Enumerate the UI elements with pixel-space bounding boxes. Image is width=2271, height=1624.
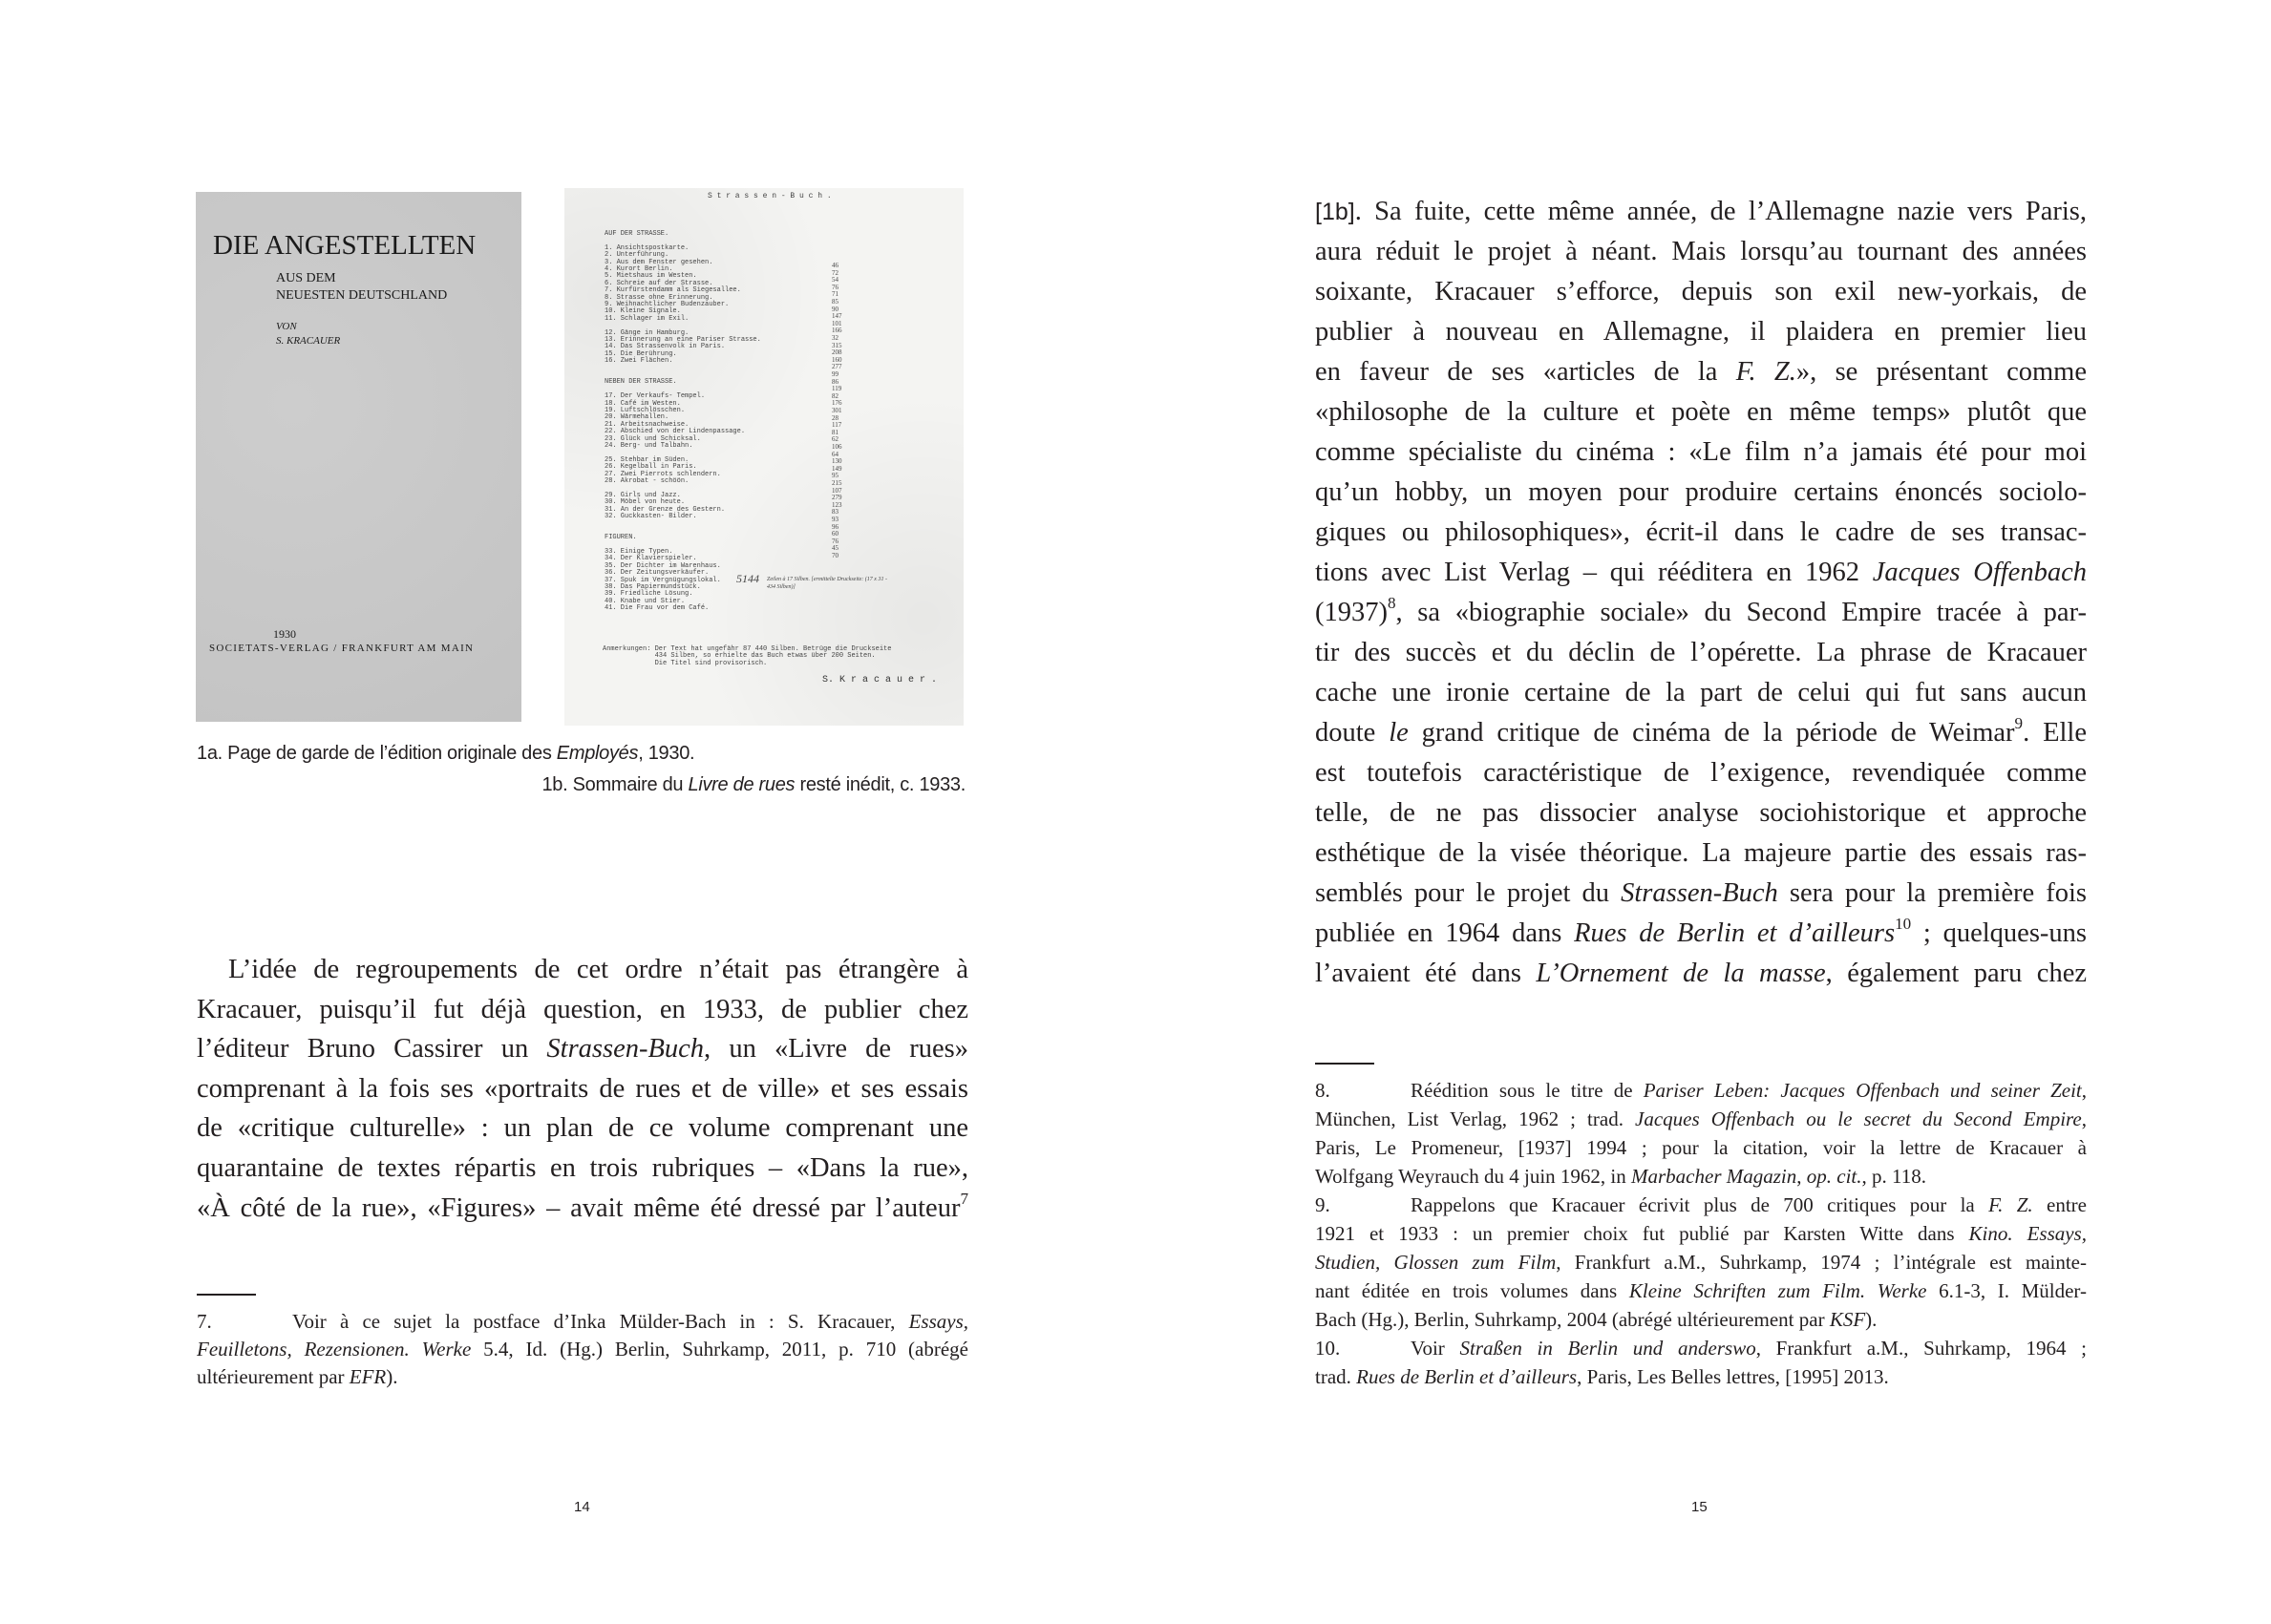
typescript-syllable-count: 95 bbox=[832, 472, 838, 480]
text-run: publier à nouveau en Allemagne, il plaidera en premier lieu bbox=[1315, 317, 2087, 347]
italic-text: Feuilletons, Rezensionen. Werke bbox=[197, 1338, 472, 1360]
typescript-syllable-count: 90 bbox=[832, 305, 838, 313]
text-run: telle, de ne pas dissocier analyse sociohistorique et approche bbox=[1315, 798, 2087, 828]
text-run: esthétique de la visée théorique. La majeure partie des essais ras- bbox=[1315, 838, 2087, 868]
typescript-entry: 20. Wärmehallen. bbox=[605, 413, 669, 422]
footnote-line bbox=[1315, 1276, 2087, 1305]
typescript-syllable-count: 215 bbox=[832, 479, 842, 487]
typescript-entry: 1. Ansichtspostkarte. bbox=[605, 243, 690, 252]
typescript-syllable-count: 83 bbox=[832, 508, 838, 517]
text-run: », se présentant comme bbox=[1795, 357, 2087, 387]
typescript-entry: 30. Möbel von heute. bbox=[605, 498, 686, 507]
typescript-entry: 5. Mietshaus im Westen. bbox=[605, 272, 697, 281]
text-run: nant éditée en trois volumes dans bbox=[1315, 1279, 1629, 1302]
typescript-entry: 25. Stehbar im Süden. bbox=[605, 455, 690, 464]
text-run: resté inédit, c. 1933. bbox=[795, 774, 966, 795]
text-run: , bbox=[2081, 1107, 2087, 1130]
italic-text: Strassen-Buch bbox=[546, 1034, 705, 1065]
footnote-number: 8. bbox=[1315, 1079, 1330, 1102]
text-run: «philosophe de la culture et poète en même temps» plutôt que bbox=[1315, 397, 2087, 427]
typescript-syllable-count: 147 bbox=[832, 312, 842, 321]
text-run: , Frankfurt a.M., Suhrkamp, 1964 ; bbox=[1755, 1337, 2087, 1360]
text-run: , bbox=[2081, 1079, 2087, 1102]
typescript-entry: 38. Das Papiermundstück. bbox=[605, 583, 701, 591]
text-run: München, List Verlag, 1962 ; trad. bbox=[1315, 1107, 1636, 1130]
typescript-entry: 10. Kleine Signale. bbox=[605, 307, 681, 316]
text-line bbox=[1315, 914, 2087, 954]
text-line bbox=[197, 1108, 968, 1149]
figure-caption-1a bbox=[197, 743, 694, 765]
italic-text: Strassen-Buch bbox=[1621, 878, 1778, 908]
typescript-entry: 9. Weihnachtlicher Budenzauber. bbox=[605, 301, 730, 308]
italic-text: Kleine Schriften zum Film. Werke bbox=[1628, 1279, 1927, 1302]
typescript-annotation: 434 Silben, so erhielte das Buch etwas über 200 Seiten. bbox=[603, 652, 876, 661]
text-run: , également paru chez bbox=[1825, 959, 2087, 988]
typescript-syllable-count: 62 bbox=[832, 435, 838, 444]
text-line bbox=[1315, 473, 2087, 513]
footnote-line bbox=[197, 1336, 968, 1363]
typescript-syllable-count: 70 bbox=[832, 552, 838, 559]
footnote-line bbox=[197, 1308, 968, 1336]
typescript-syllable-count: 76 bbox=[832, 283, 838, 291]
typescript-entry: 36. Der Zeitungsverkäufer. bbox=[605, 569, 710, 578]
italic-text: Studien, Glossen zum Film bbox=[1315, 1251, 1557, 1274]
typescript-entry: 26. Kegelball in Paris. bbox=[605, 463, 697, 472]
typescript-syllable-count: 96 bbox=[832, 522, 838, 531]
cover-author: S. KRACAUER bbox=[276, 335, 341, 347]
cover-year: 1930 bbox=[273, 627, 296, 641]
text-line bbox=[1315, 833, 2087, 874]
right-page-body-text bbox=[1315, 192, 2087, 994]
right-page-footnotes bbox=[1315, 1076, 2087, 1391]
typescript-syllable-count: 149 bbox=[832, 464, 842, 473]
text-line bbox=[1315, 272, 2087, 312]
text-run: en faveur de ses «articles de la bbox=[1315, 357, 1736, 387]
text-run: ; quelques-uns bbox=[1911, 918, 2087, 948]
footnote-line bbox=[1315, 1362, 2087, 1391]
text-line bbox=[1315, 392, 2087, 432]
typescript-signature: S. K r a c a u e r . bbox=[822, 675, 938, 685]
typescript-syllable-count: 28 bbox=[832, 413, 838, 422]
text-run: Réédition sous le titre de bbox=[1411, 1079, 1644, 1102]
typescript-syllable-count: 123 bbox=[832, 500, 842, 509]
typescript-entry: 41. Die Frau vor dem Café. bbox=[605, 604, 710, 613]
text-run: Wolfgang Weyrauch du 4 juin 1962, in bbox=[1315, 1165, 1632, 1188]
typescript-section-heading: AUF DER STRASSE. bbox=[605, 230, 669, 238]
text-run: Rappelons que Kracauer écrivit plus de 700 critiques pour la bbox=[1411, 1193, 1989, 1216]
text-run: de «critique culturelle» : un plan de ce volume comprenant une bbox=[197, 1113, 968, 1144]
typescript-syllable-count: 60 bbox=[832, 530, 838, 538]
footnote-line bbox=[1315, 1191, 2087, 1219]
typescript-entry: 31. An der Grenze des Gestern. bbox=[605, 505, 726, 514]
text-run: 1a. Page de garde de l’édition originale des bbox=[197, 743, 557, 764]
left-page-footnotes bbox=[197, 1308, 968, 1391]
text-line bbox=[1315, 633, 2087, 673]
typescript-entry: 32. Guckkasten- Bilder. bbox=[605, 513, 697, 520]
text-run: Paris, Le Promeneur, [1937] 1994 ; pour la citation, voir la lettre de Kracauer à bbox=[1315, 1136, 2087, 1159]
figure-1a-cover-image bbox=[196, 192, 521, 722]
italic-text: Livre de rues bbox=[688, 774, 796, 795]
text-run: comme spécialiste du cinéma : «Le film n’a jamais été pour moi bbox=[1315, 437, 2087, 467]
text-run: , p. 118. bbox=[1861, 1165, 1926, 1188]
text-line bbox=[1315, 232, 2087, 272]
typescript-syllable-count: 208 bbox=[832, 348, 842, 357]
text-run: «À côté de la rue», «Figures» – avait même été dressé par l’auteur bbox=[197, 1192, 961, 1223]
typescript-syllable-count: 81 bbox=[832, 428, 838, 436]
footnote-number: 7. bbox=[197, 1310, 212, 1333]
footnote-number: 10. bbox=[1315, 1337, 1341, 1360]
text-line bbox=[1315, 352, 2087, 392]
text-run: qu’un hobby, un moyen pour produire certains énoncés sociolo- bbox=[1315, 477, 2087, 507]
typescript-syllable-count: 82 bbox=[832, 391, 838, 400]
text-line bbox=[1315, 793, 2087, 833]
text-line bbox=[197, 1189, 968, 1229]
typescript-entry: 35. Der Dichter im Warenhaus. bbox=[605, 561, 721, 570]
typescript-entry: 17. Der Verkaufs- Tempel. bbox=[605, 392, 706, 401]
typescript-entry: 19. Luftschlösschen. bbox=[605, 407, 686, 414]
footnote-line bbox=[1315, 1305, 2087, 1334]
typescript-header: S t r a s s e n - B u c h . bbox=[708, 192, 832, 200]
footnote-line bbox=[1315, 1334, 2087, 1362]
text-line bbox=[1315, 312, 2087, 352]
figure-reference[interactable]: [1b] bbox=[1315, 199, 1355, 225]
typescript-entry: 23. Glück und Schicksal. bbox=[605, 434, 701, 443]
typescript-entry: 16. Zwei Flächen. bbox=[605, 357, 673, 366]
text-run: . Sa fuite, cette même année, de l’Allemagne nazie vers Paris, bbox=[1354, 197, 2087, 226]
text-run: publiée en 1964 dans bbox=[1315, 918, 1575, 948]
text-run: Voir bbox=[1411, 1337, 1460, 1360]
text-run: , un «Livre de rues» bbox=[704, 1034, 968, 1065]
text-line bbox=[1315, 553, 2087, 593]
typescript-syllable-count: 277 bbox=[832, 363, 842, 371]
italic-text: L’Ornement de la masse bbox=[1536, 959, 1826, 988]
text-run: l’avaient été dans bbox=[1315, 959, 1537, 988]
footnote-separator bbox=[197, 1294, 256, 1296]
footnote-line bbox=[1315, 1248, 2087, 1276]
typescript-total: 5144 bbox=[736, 572, 759, 585]
typescript-entry: 14. Das Strassenvolk in Paris. bbox=[605, 343, 726, 351]
typescript-entry: 18. Café im Westen. bbox=[605, 399, 681, 408]
italic-text: KSF bbox=[1829, 1308, 1866, 1331]
italic-text: EFR bbox=[349, 1365, 387, 1388]
typescript-entry: 6. Schreie auf der Strasse. bbox=[605, 279, 713, 287]
footnote-line bbox=[1315, 1076, 2087, 1105]
footnote-separator bbox=[1315, 1063, 1374, 1065]
text-line bbox=[197, 950, 968, 990]
typescript-syllable-count: 46 bbox=[832, 262, 838, 269]
italic-text: op. cit. bbox=[1806, 1165, 1862, 1188]
cover-title: DIE ANGESTELLTEN bbox=[213, 230, 477, 261]
typescript-syllable-count: 32 bbox=[832, 334, 838, 342]
text-run: semblés pour le projet du bbox=[1315, 878, 1622, 908]
text-run: Bach (Hg.), Berlin, Suhrkamp, 2004 (abrégé ultérieurement par bbox=[1315, 1308, 1830, 1331]
text-run: ). bbox=[386, 1365, 398, 1388]
typescript-syllable-count: 106 bbox=[832, 443, 842, 451]
page-number: 15 bbox=[1691, 1499, 1708, 1515]
text-run: cache une ironie certaine de la part de celui qui fut sans aucun bbox=[1315, 678, 2087, 707]
left-page-body-text bbox=[197, 950, 968, 1228]
footnote-line bbox=[1315, 1219, 2087, 1248]
text-run: , Paris, Les Belles lettres, [1995] 2013. bbox=[1577, 1365, 1889, 1388]
figure-1b-typescript-image bbox=[564, 188, 964, 726]
typescript-syllable-count: 85 bbox=[832, 298, 838, 306]
text-line bbox=[1315, 713, 2087, 753]
text-run: (1937) bbox=[1315, 598, 1388, 627]
text-run: est toutefois caractéristique de l’exigence, revendiquée comme bbox=[1315, 758, 2087, 788]
figure-caption-1b bbox=[541, 774, 966, 796]
italic-text: Jacques Offenbach bbox=[1872, 558, 2087, 587]
footnote-reference[interactable]: 8 bbox=[1387, 594, 1396, 613]
typescript-syllable-count: 176 bbox=[832, 399, 842, 408]
italic-text: Marbacher Magazin bbox=[1631, 1165, 1797, 1188]
typescript-syllable-count: 279 bbox=[832, 494, 842, 502]
text-run: soixante, Kracauer s’efforce, depuis son exil new-yorkais, de bbox=[1315, 277, 2087, 306]
typescript-syllable-count: 86 bbox=[832, 377, 838, 386]
typescript-syllable-count: 93 bbox=[832, 516, 838, 523]
text-run: grand critique de cinéma de la période de Weimar bbox=[1408, 718, 2015, 748]
footnote-line bbox=[197, 1363, 968, 1391]
typescript-syllable-count: 117 bbox=[832, 421, 842, 430]
typescript-section-heading: FIGUREN. bbox=[605, 534, 637, 542]
text-run: , bbox=[1796, 1165, 1807, 1188]
italic-text: F. Z. bbox=[1735, 357, 1796, 387]
typescript-entry: 15. Die Berührung. bbox=[605, 349, 677, 358]
typescript-entry: 22. Abschied von der Lindenpassage. bbox=[605, 428, 746, 436]
typescript-entry: 3. Aus dem Fenster gesehen. bbox=[605, 258, 713, 266]
text-run: l’éditeur Bruno Cassirer un bbox=[197, 1034, 547, 1065]
italic-text: Rues de Berlin et d’ailleurs bbox=[1574, 918, 1896, 948]
typescript-syllable-count: 72 bbox=[832, 268, 838, 277]
italic-text: F. Z. bbox=[1988, 1193, 2033, 1216]
text-line bbox=[1315, 432, 2087, 473]
typescript-entry: 28. Akrobat - schöön. bbox=[605, 477, 690, 485]
typescript-handwritten-note: Zeilen à 17 Silben. [ermittelte Druckseite: (17 x 31 - 434 Silben)] bbox=[767, 577, 887, 590]
text-run: Kracauer, puisqu’il fut déjà question, en 1933, de publier chez bbox=[197, 994, 968, 1024]
italic-text: Pariser Leben: Jacques Offenbach und seiner Zeit bbox=[1643, 1079, 2082, 1102]
italic-text: Jacques Offenbach ou le secret du Second Empire bbox=[1635, 1107, 2082, 1130]
typescript-section-heading: NEBEN DER STRASSE. bbox=[605, 378, 677, 387]
typescript-syllable-count: 130 bbox=[832, 457, 842, 466]
text-line bbox=[1315, 513, 2087, 553]
text-run: sera pour la première fois bbox=[1777, 878, 2087, 908]
typescript-entry: 21. Arbeitsnachweise. bbox=[605, 420, 690, 429]
typescript-syllable-count: 64 bbox=[832, 450, 838, 458]
footnote-line bbox=[1315, 1133, 2087, 1162]
italic-text: Essays, bbox=[908, 1310, 968, 1333]
typescript-entry: 33. Einige Typen. bbox=[605, 548, 673, 556]
text-run: 5.4, Id. (Hg.) Berlin, Suhrkamp, 2011, p. 710 (abrégé bbox=[471, 1338, 968, 1360]
typescript-entry: 13. Erinnerung an eine Pariser Strasse. bbox=[605, 336, 761, 344]
italic-text: le bbox=[1389, 718, 1409, 748]
typescript-entry: 24. Berg- und Talbahn. bbox=[605, 442, 693, 450]
typescript-entry: 37. Spuk im Vergnügungslokal. bbox=[605, 576, 721, 584]
typescript-entry: 40. Knabe und Stier. bbox=[605, 597, 686, 605]
footnote-reference[interactable]: 10 bbox=[1895, 915, 1912, 934]
text-run: aura réduit le projet à néant. Mais lorsqu’au tournant des années bbox=[1315, 237, 2087, 266]
text-line bbox=[197, 990, 968, 1030]
typescript-syllable-count: 45 bbox=[832, 544, 838, 553]
text-line bbox=[1315, 954, 2087, 994]
typescript-entry: 27. Zwei Pierrots schlendern. bbox=[605, 470, 721, 478]
text-line bbox=[1315, 753, 2087, 793]
text-run: trad. bbox=[1315, 1365, 1357, 1388]
page-number: 14 bbox=[574, 1499, 590, 1515]
text-run: Voir à ce sujet la postface d’Inka Mülder-Bach in : S. Kracauer, bbox=[292, 1310, 909, 1333]
text-run: , Frankfurt a.M., Suhrkamp, 1974 ; l’intégrale est mainte- bbox=[1556, 1251, 2087, 1274]
typescript-syllable-count: 315 bbox=[832, 341, 842, 349]
text-run: doute bbox=[1315, 718, 1390, 748]
text-line bbox=[197, 1149, 968, 1189]
footnote-reference[interactable]: 7 bbox=[960, 1189, 968, 1208]
text-run: , sa «biographie sociale» du Second Empire tracée à par- bbox=[1395, 598, 2087, 627]
typescript-syllable-count: 107 bbox=[832, 486, 842, 495]
text-run: 1921 et 1933 : un premier choix fut publié par Karsten Witte dans bbox=[1315, 1222, 1969, 1245]
typescript-syllable-count: 76 bbox=[832, 537, 838, 545]
typescript-entry: 11. Schlager im Exil. bbox=[605, 314, 690, 323]
typescript-annotation: Die Titel sind provisorisch. bbox=[603, 659, 768, 667]
typescript-syllable-count: 99 bbox=[832, 370, 838, 378]
typescript-entry: 39. Friedliche Lösung. bbox=[605, 590, 693, 599]
text-run: 6.1-3, I. Mülder- bbox=[1926, 1279, 2087, 1302]
cover-subtitle: NEUESTEN DEUTSCHLAND bbox=[276, 288, 448, 303]
text-line bbox=[1315, 593, 2087, 633]
text-run: comprenant à la fois ses «portraits de rues et de ville» et ses essais bbox=[197, 1073, 968, 1104]
typescript-syllable-count: 119 bbox=[832, 385, 842, 393]
typescript-syllable-count: 160 bbox=[832, 355, 842, 364]
text-run: ultérieurement par bbox=[197, 1365, 350, 1388]
text-run: tir des succès et du déclin de l’opérette. La phrase de Kracauer bbox=[1315, 638, 2087, 667]
typescript-entry: 7. Kurfürstendamm als Siegesallee. bbox=[605, 286, 741, 295]
text-run: tions avec List Verlag – qui rééditera en 1962 bbox=[1315, 558, 1873, 587]
cover-von: VON bbox=[276, 321, 297, 332]
cover-subtitle: AUS DEM bbox=[276, 271, 336, 285]
text-run: giques ou philosophiques», écrit-il dans le cadre de ses transac- bbox=[1315, 517, 2087, 547]
typescript-annotation: Anmerkungen: Der Text hat ungefähr 87 440 Silben. Betrüge die Druckseite bbox=[603, 645, 892, 653]
footnote-reference[interactable]: 9 bbox=[2014, 714, 2024, 733]
typescript-entry: 34. Der Klavierspieler. bbox=[605, 555, 697, 563]
italic-text: Straßen in Berlin und anderswo bbox=[1459, 1337, 1756, 1360]
typescript-syllable-count: 71 bbox=[832, 290, 838, 299]
text-line bbox=[197, 1029, 968, 1069]
text-line bbox=[1315, 874, 2087, 914]
typescript-entry: 2. Unterführung. bbox=[605, 251, 669, 260]
text-run: ). bbox=[1865, 1308, 1878, 1331]
italic-text: Rues de Berlin et d’ailleurs bbox=[1356, 1365, 1578, 1388]
typescript-syllable-count: 301 bbox=[832, 407, 842, 414]
typescript-entry: 4. Kurort Berlin. bbox=[605, 265, 673, 273]
cover-publisher: SOCIETATS-VERLAG / FRANKFURT AM MAIN bbox=[209, 643, 475, 654]
footnote-number: 9. bbox=[1315, 1193, 1330, 1216]
footnote-line bbox=[1315, 1105, 2087, 1133]
typescript-syllable-count: 101 bbox=[832, 319, 842, 327]
italic-text: Kino. Essays, bbox=[1968, 1222, 2087, 1245]
footnote-line bbox=[1315, 1162, 2087, 1191]
typescript-entry: 12. Gänge in Hamburg. bbox=[605, 328, 690, 337]
text-run: quarantaine de textes répartis en trois rubriques – «Dans la rue», bbox=[197, 1152, 968, 1183]
typescript-entry: 29. Girls und Jazz. bbox=[605, 491, 681, 499]
typescript-entry: 8. Strasse ohne Erinnerung. bbox=[605, 293, 713, 302]
text-run: entre bbox=[2032, 1193, 2087, 1216]
typescript-syllable-count: 54 bbox=[832, 276, 838, 285]
text-line bbox=[197, 1069, 968, 1109]
text-run: L’idée de regroupements de cet ordre n’était pas étrangère à bbox=[228, 955, 968, 984]
text-line bbox=[1315, 192, 2087, 232]
typescript-syllable-count: 166 bbox=[832, 327, 842, 335]
text-run: 1b. Sommaire du bbox=[541, 774, 689, 795]
text-run: , 1930. bbox=[638, 743, 695, 764]
text-run: . Elle bbox=[2023, 718, 2087, 748]
italic-text: Employés bbox=[556, 743, 639, 764]
text-line bbox=[1315, 673, 2087, 713]
